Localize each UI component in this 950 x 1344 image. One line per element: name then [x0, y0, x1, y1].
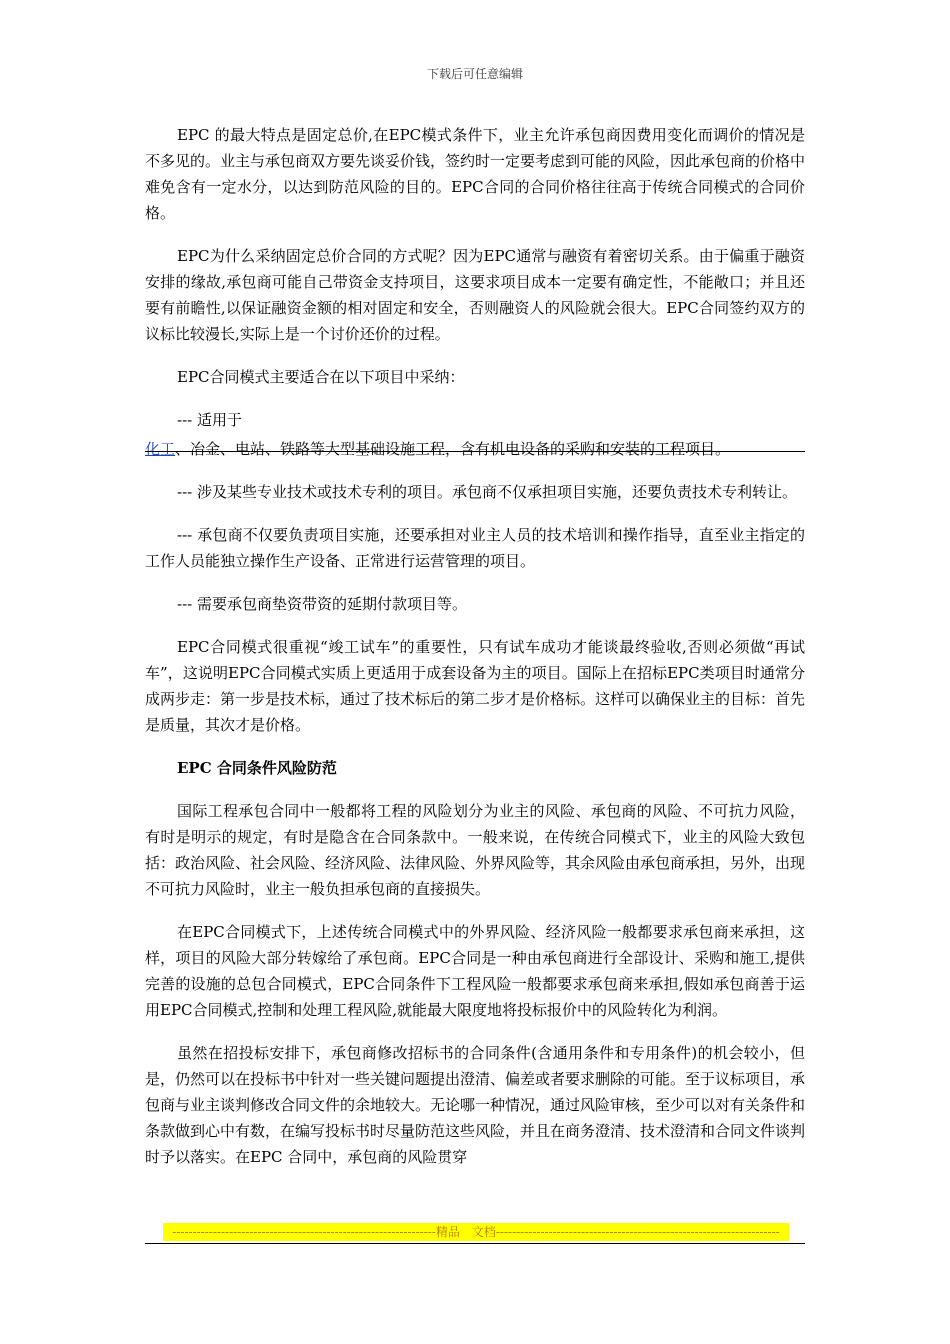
- section-heading: EPC 合同条件风险防范: [177, 759, 337, 777]
- chemical-link[interactable]: 化工: [145, 440, 176, 458]
- paragraph-3: EPC合同模式主要适合在以下项目中采纳：: [177, 368, 465, 386]
- paragraph-4: [145, 436, 805, 462]
- paragraph-8: EPC合同模式很重视“竣工试车”的重要性，只有试车成功才能谈最终验收,否则必须做“再试车”，这说明EPC合同模式实质上更适用于成套设备为主的项目。国际上在招标EPC类项目时通常分成两步走：第一步是技术标，通过了技术标后的第二步才是价格标。这样可以确保业主的目标：首先是质量，其次才是价格。: [145, 638, 806, 734]
- paragraph-4-lead: --- 适用于: [177, 411, 242, 429]
- paragraph-5: --- 涉及某些专业技术或技术专利的项目。承包商不仅承担项目实施，还要负责技术专利转让。: [177, 483, 797, 501]
- footer-rule: [145, 1243, 805, 1244]
- document-body: [145, 122, 805, 1187]
- paragraph-1: EPC 的最大特点是固定总价,在EPC模式条件下，业主允许承包商因费用变化而调价的情况是不多见的。业主与承包商双方要先谈妥价钱，签约时一定要考虑到可能的风险，因此承包商的价格中难免含有一定水分，以达到防范风险的目的。EPC合同的合同价格往往高于传统合同模式的合同价格。: [145, 126, 806, 222]
- paragraph-7: --- 需要承包商垫资带资的延期付款项目等。: [177, 595, 467, 613]
- footer-banner: -----------------------------------------------------------------精品 文档----------------------------------------------------------------------: [163, 1223, 789, 1241]
- horizontal-rule: [145, 451, 805, 452]
- page-header: 下载后可任意编辑: [426, 67, 523, 81]
- paragraph-9: 国际工程承包合同中一般都将工程的风险划分为业主的风险、承包商的风险、不可抗力风险，有时是明示的规定，有时是隐含在合同条款中。一般来说，在传统合同模式下，业主的风险大致包括：政治风险、社会风险、经济风险、法律风险、外界风险等，其余风险由承包商承担，另外，出现不可抗力风险时，业主一般负担承包商的直接损失。: [145, 802, 806, 898]
- paragraph-10: 在EPC合同模式下，上述传统合同模式中的外界风险、经济风险一般都要求承包商来承担，这样，项目的风险大部分转嫁给了承包商。EPC合同是一种由承包商进行全部设计、采购和施工,提供完善的设施的总包合同模式，EPC合同条件下工程风险一般都要求承包商来承担,假如承包商善于运用EPC合同模式,控制和处理工程风险,就能最大限度地将投标报价中的风险转化为利润。: [145, 923, 805, 1019]
- paragraph-11: 虽然在招投标安排下，承包商修改招标书的合同条件(含通用条件和专用条件)的机会较小，但是，仍然可以在投标书中针对一些关键问题提出澄清、偏差或者要求删除的可能。至于议标项目，承包商与业主谈判修改合同文件的余地较大。无论哪一种情况，通过风险审核，至少可以对有关条件和条款做到心中有数，在编写投标书时尽量防范这些风险，并且在商务澄清、技术澄清和合同文件谈判时予以落实。在EPC 合同中，承包商的风险贯穿: [145, 1044, 806, 1166]
- paragraph-6: --- 承包商不仅要负责项目实施，还要承担对业主人员的技术培训和操作指导，直至业主指定的工作人员能独立操作生产设备、正常进行运营管理的项目。: [145, 526, 805, 570]
- paragraph-2: EPC为什么采纳固定总价合同的方式呢？因为EPC通常与融资有着密切关系。由于偏重于融资安排的缘故,承包商可能自己带资金支持项目，这要求项目成本一定要有确定性，不能敞口；并且还要有前瞻性,以保证融资金额的相对固定和安全，否则融资人的风险就会很大。EPC合同签约双方的议标比较漫长,实际上是一个讨价还价的过程。: [145, 247, 805, 343]
- paragraph-4-text: 、冶金、电站、铁路等大型基础设施工程，含有机电设备的采购和安装的工程项目。: [175, 440, 731, 458]
